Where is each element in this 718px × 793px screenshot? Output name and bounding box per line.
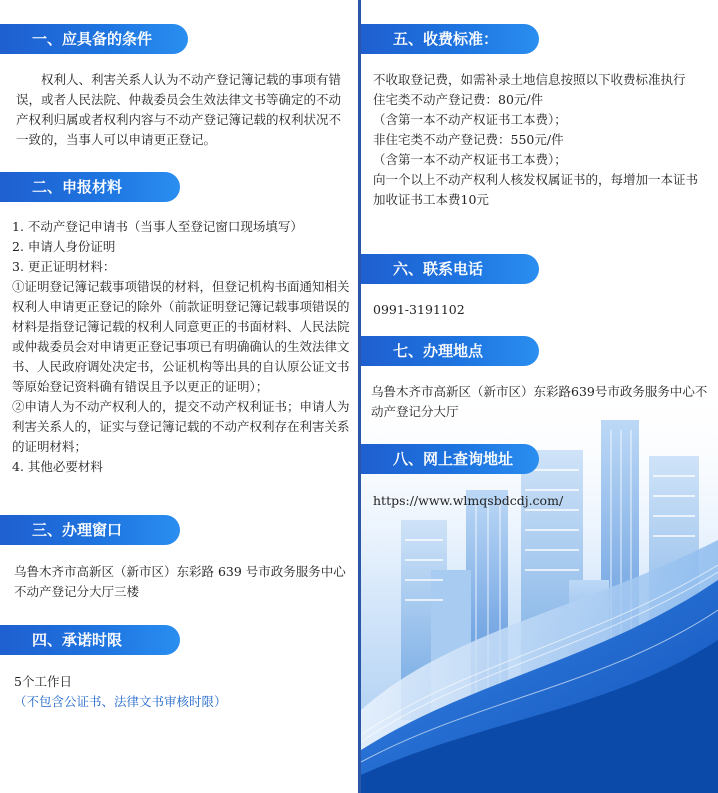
- section-timelimit-header: 四、承诺时限: [0, 625, 180, 655]
- section-phone-body: [373, 300, 709, 320]
- conditions-text: 权利人、利害关系人认为不动产登记簿记载的事项有错误，或者人民法院、仲裁委员会生效法律文书等确定的不动产权利归属或者权利内容与不动产登记簿记载的权利状况不一致的，当事人可以申请更正登记。: [16, 72, 342, 147]
- material-item: ①证明登记簿记载事项错误的材料，但登记机构书面通知相关权利人申请更正登记的除外（前款证明登记簿记载事项错误的材料是指登记簿记载的权利人同意更正的书面材料、人民法院或仲裁委员会对申请更正登记事项已有明确确认的生效法律文书、人民政府调处决定书，公证机构等出具的自认原公证文书等原始登记资料确有错误且予以更正的证明）；: [12, 279, 350, 394]
- section-materials-list: [12, 217, 350, 477]
- contact-phone: 0991-3191102: [373, 302, 465, 317]
- material-item: 3. 更正证明材料：: [12, 259, 116, 274]
- timelimit-note: （不包含公证书、法律文书审核时限）: [14, 694, 227, 709]
- section-materials-header: 二、申报材料: [0, 172, 180, 202]
- city-skyline-illustration: [361, 380, 718, 793]
- section-fees-header: 五、收费标准：: [361, 24, 539, 54]
- section-fees-body: [373, 70, 709, 210]
- fee-line: （含第一本不动产权证书工本费）；: [373, 152, 567, 167]
- fee-line: （含第一本不动产权证书工本费）；: [373, 112, 567, 127]
- material-item: ②申请人为不动产权利人的，提交不动产权利证书；申请人为利害关系人的，证实与登记簿记载的不动产权利存在利害关系的证明材料；: [12, 399, 350, 454]
- section-website-header: 八、网上查询地址: [361, 444, 539, 474]
- office-address: 乌鲁木齐市高新区（新市区）东彩路639号市政务服务中心不动产登记分大厅: [371, 384, 708, 419]
- section-location-header: 七、办理地点: [361, 336, 539, 366]
- timelimit-days: 5个工作日: [14, 674, 72, 689]
- section-timelimit-body: [14, 672, 350, 712]
- material-item: 4. 其他必要材料: [12, 459, 103, 474]
- section-conditions-body: [16, 70, 348, 150]
- section-phone-header: 六、联系电话: [361, 254, 539, 284]
- section-window-body: [14, 562, 350, 602]
- section-conditions-header: 一、应具备的条件: [0, 24, 188, 54]
- window-address: 乌鲁木齐市高新区（新市区）东彩路 639 号市政务服务中心不动产登记分大厅三楼: [14, 564, 346, 599]
- website-link[interactable]: https://www.wlmqsbdcdj.com/: [373, 493, 564, 508]
- section-location-body: [371, 382, 711, 422]
- material-item: 1. 不动产登记申请书（当事人至登记窗口现场填写）: [12, 219, 303, 234]
- section-window-header: 三、办理窗口: [0, 515, 180, 545]
- fee-line: 住宅类不动产登记费：80元/件: [373, 92, 544, 107]
- fee-line: 非住宅类不动产登记费：550元/件: [373, 132, 564, 147]
- section-website-body: [373, 491, 709, 511]
- fee-line: 向一个以上不动产权利人核发权属证书的，每增加一本证书加收证书工本费10元: [373, 172, 699, 207]
- material-item: 2. 申请人身份证明: [12, 239, 116, 254]
- fee-line: 不收取登记费，如需补录土地信息按照以下收费标准执行: [373, 72, 686, 87]
